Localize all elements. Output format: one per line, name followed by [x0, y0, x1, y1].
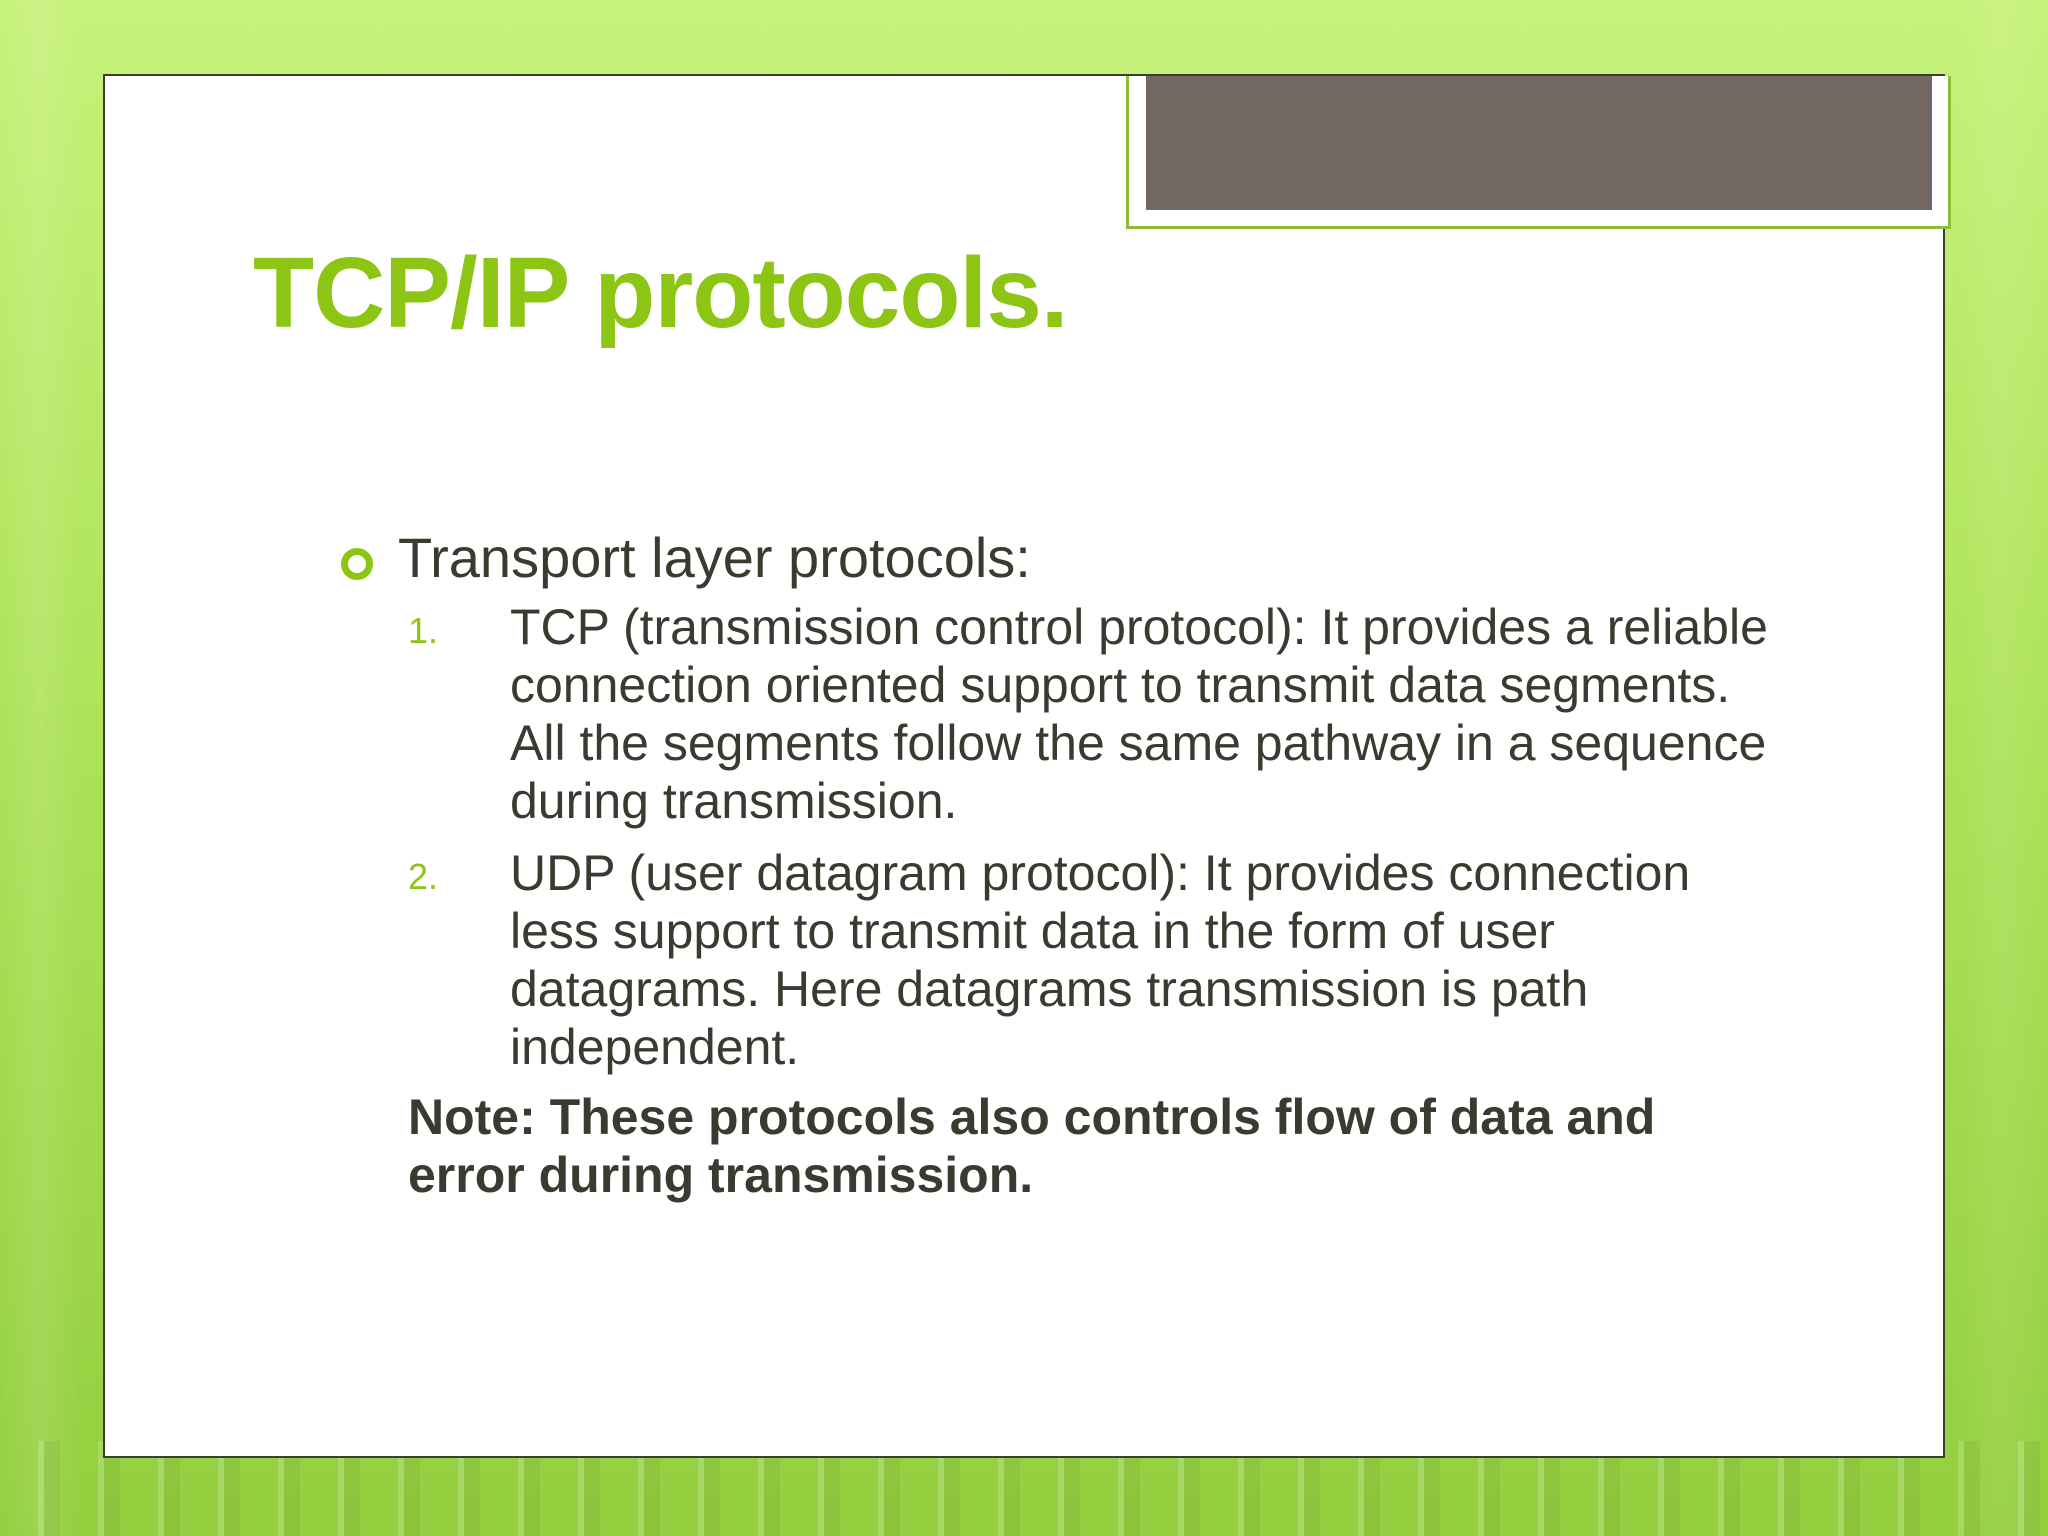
list-number: 1. — [408, 610, 439, 651]
list-item-text: TCP (transmission control protocol): It provides a reliable connection oriented support to transmit data segments. All the segments follow the same pathway in a sequence during transmission. — [510, 599, 1768, 829]
bullet-item — [338, 526, 1778, 590]
ring-bullet-icon — [341, 548, 373, 580]
bullet-text: Transport layer protocols: — [398, 526, 1031, 589]
list-item-text: UDP (user datagram protocol): It provides connection less support to transmit data in the form of user datagrams. Here datagrams transmission is path independent. — [510, 845, 1691, 1075]
header-tab — [1146, 76, 1932, 210]
list-item-udp — [338, 844, 1778, 1076]
slide-title: TCP/IP protocols. — [253, 237, 1068, 349]
list-item-tcp — [338, 598, 1778, 830]
slide-body — [338, 526, 1778, 1204]
note-text: Note: These protocols also controls flow of data and error during transmission. — [408, 1089, 1656, 1203]
list-number: 2. — [408, 856, 439, 897]
